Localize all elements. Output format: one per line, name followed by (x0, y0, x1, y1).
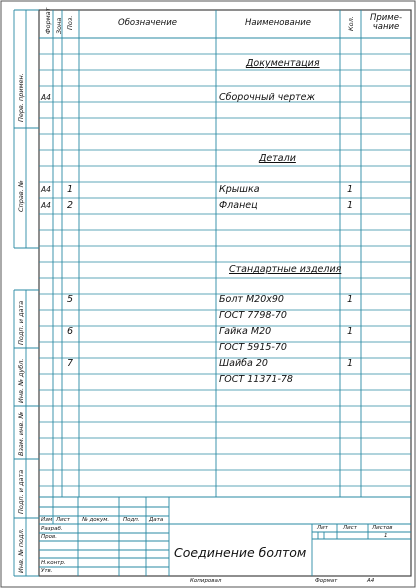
part1-pos: 1 (67, 184, 74, 195)
assembly-name: Сборочный чертеж (219, 92, 316, 103)
tb-podp: Подп. (123, 517, 140, 523)
tb-lit: Лит (317, 525, 328, 531)
table-rows (39, 54, 411, 486)
side-label-podp-data-1: Подп. и дата (17, 300, 25, 345)
std2-gost: ГОСТ 5915-70 (219, 342, 287, 353)
tb-izm: Изм (41, 517, 53, 523)
tb-prov: Пров. (41, 534, 57, 540)
section-documentation: Документация (246, 58, 320, 69)
std3-gost: ГОСТ 11371-78 (219, 374, 293, 385)
footer-format: Формат (315, 578, 338, 584)
tb-listov: Листов (372, 525, 393, 531)
header-designation: Обозначение (118, 18, 177, 28)
part1-format: А4 (41, 185, 51, 194)
side-label-vzam-inv: Взам. инв. № (17, 411, 25, 456)
header-note-line2: чание (372, 21, 400, 32)
tb-n-kontr: Н.контр. (41, 560, 66, 566)
part2-format: А4 (41, 201, 51, 210)
std1-gost: ГОСТ 7798-70 (219, 310, 287, 321)
header-format: Формат (44, 7, 52, 34)
title-block-lines (39, 497, 411, 576)
tb-list: Лист (56, 517, 70, 523)
header-name: Наименование (244, 18, 312, 28)
tb-title: Соединение болтом (174, 545, 307, 560)
tb-list-hdr: Лист (343, 525, 357, 531)
part2-pos: 2 (67, 200, 74, 211)
std2-pos: 6 (67, 326, 74, 337)
tb-data: Дата (149, 517, 164, 523)
section-parts: Детали (259, 153, 296, 164)
table-columns (39, 7, 411, 497)
side-label-sprav-no: Справ. № (17, 180, 25, 212)
std2-qty: 1 (347, 326, 354, 337)
tb-razrab: Разраб. (41, 526, 63, 532)
tb-utv: Утв. (41, 568, 53, 574)
header-zone: Зона (55, 17, 63, 34)
tb-doc-no: № докум. (82, 517, 110, 523)
std1-name: Болт М20х90 (219, 294, 284, 305)
header-note-line1: Приме- (369, 13, 403, 23)
section-standard: Стандартные изделия (229, 264, 342, 275)
std3-name: Шайба 20 (219, 358, 268, 369)
header-pos: Поз. (66, 15, 74, 30)
part2-name: Фланец (219, 200, 258, 211)
footer-kopiroval: Копировал (190, 578, 222, 584)
part1-name: Крышка (219, 184, 260, 195)
side-label-inv-podl: Инв. № подл. (17, 528, 25, 573)
std3-qty: 1 (347, 358, 354, 369)
side-label-perv-primen: Перв. примен. (17, 73, 25, 122)
side-label-inv-dubl: Инв. № дубл. (17, 358, 25, 403)
header-note (361, 14, 411, 32)
std3-pos: 7 (67, 358, 74, 369)
assembly-format: А4 (41, 93, 51, 102)
std1-pos: 5 (67, 294, 74, 305)
part1-qty: 1 (347, 184, 354, 195)
side-label-podp-data-2: Подп. и дата (17, 469, 25, 514)
std1-qty: 1 (347, 294, 354, 305)
std2-name: Гайка М20 (219, 326, 272, 337)
footer-format-value: А4 (367, 578, 375, 584)
header-qty: Кол. (347, 16, 355, 31)
tb-listov-value: 1 (384, 533, 388, 539)
part2-qty: 1 (347, 200, 354, 211)
